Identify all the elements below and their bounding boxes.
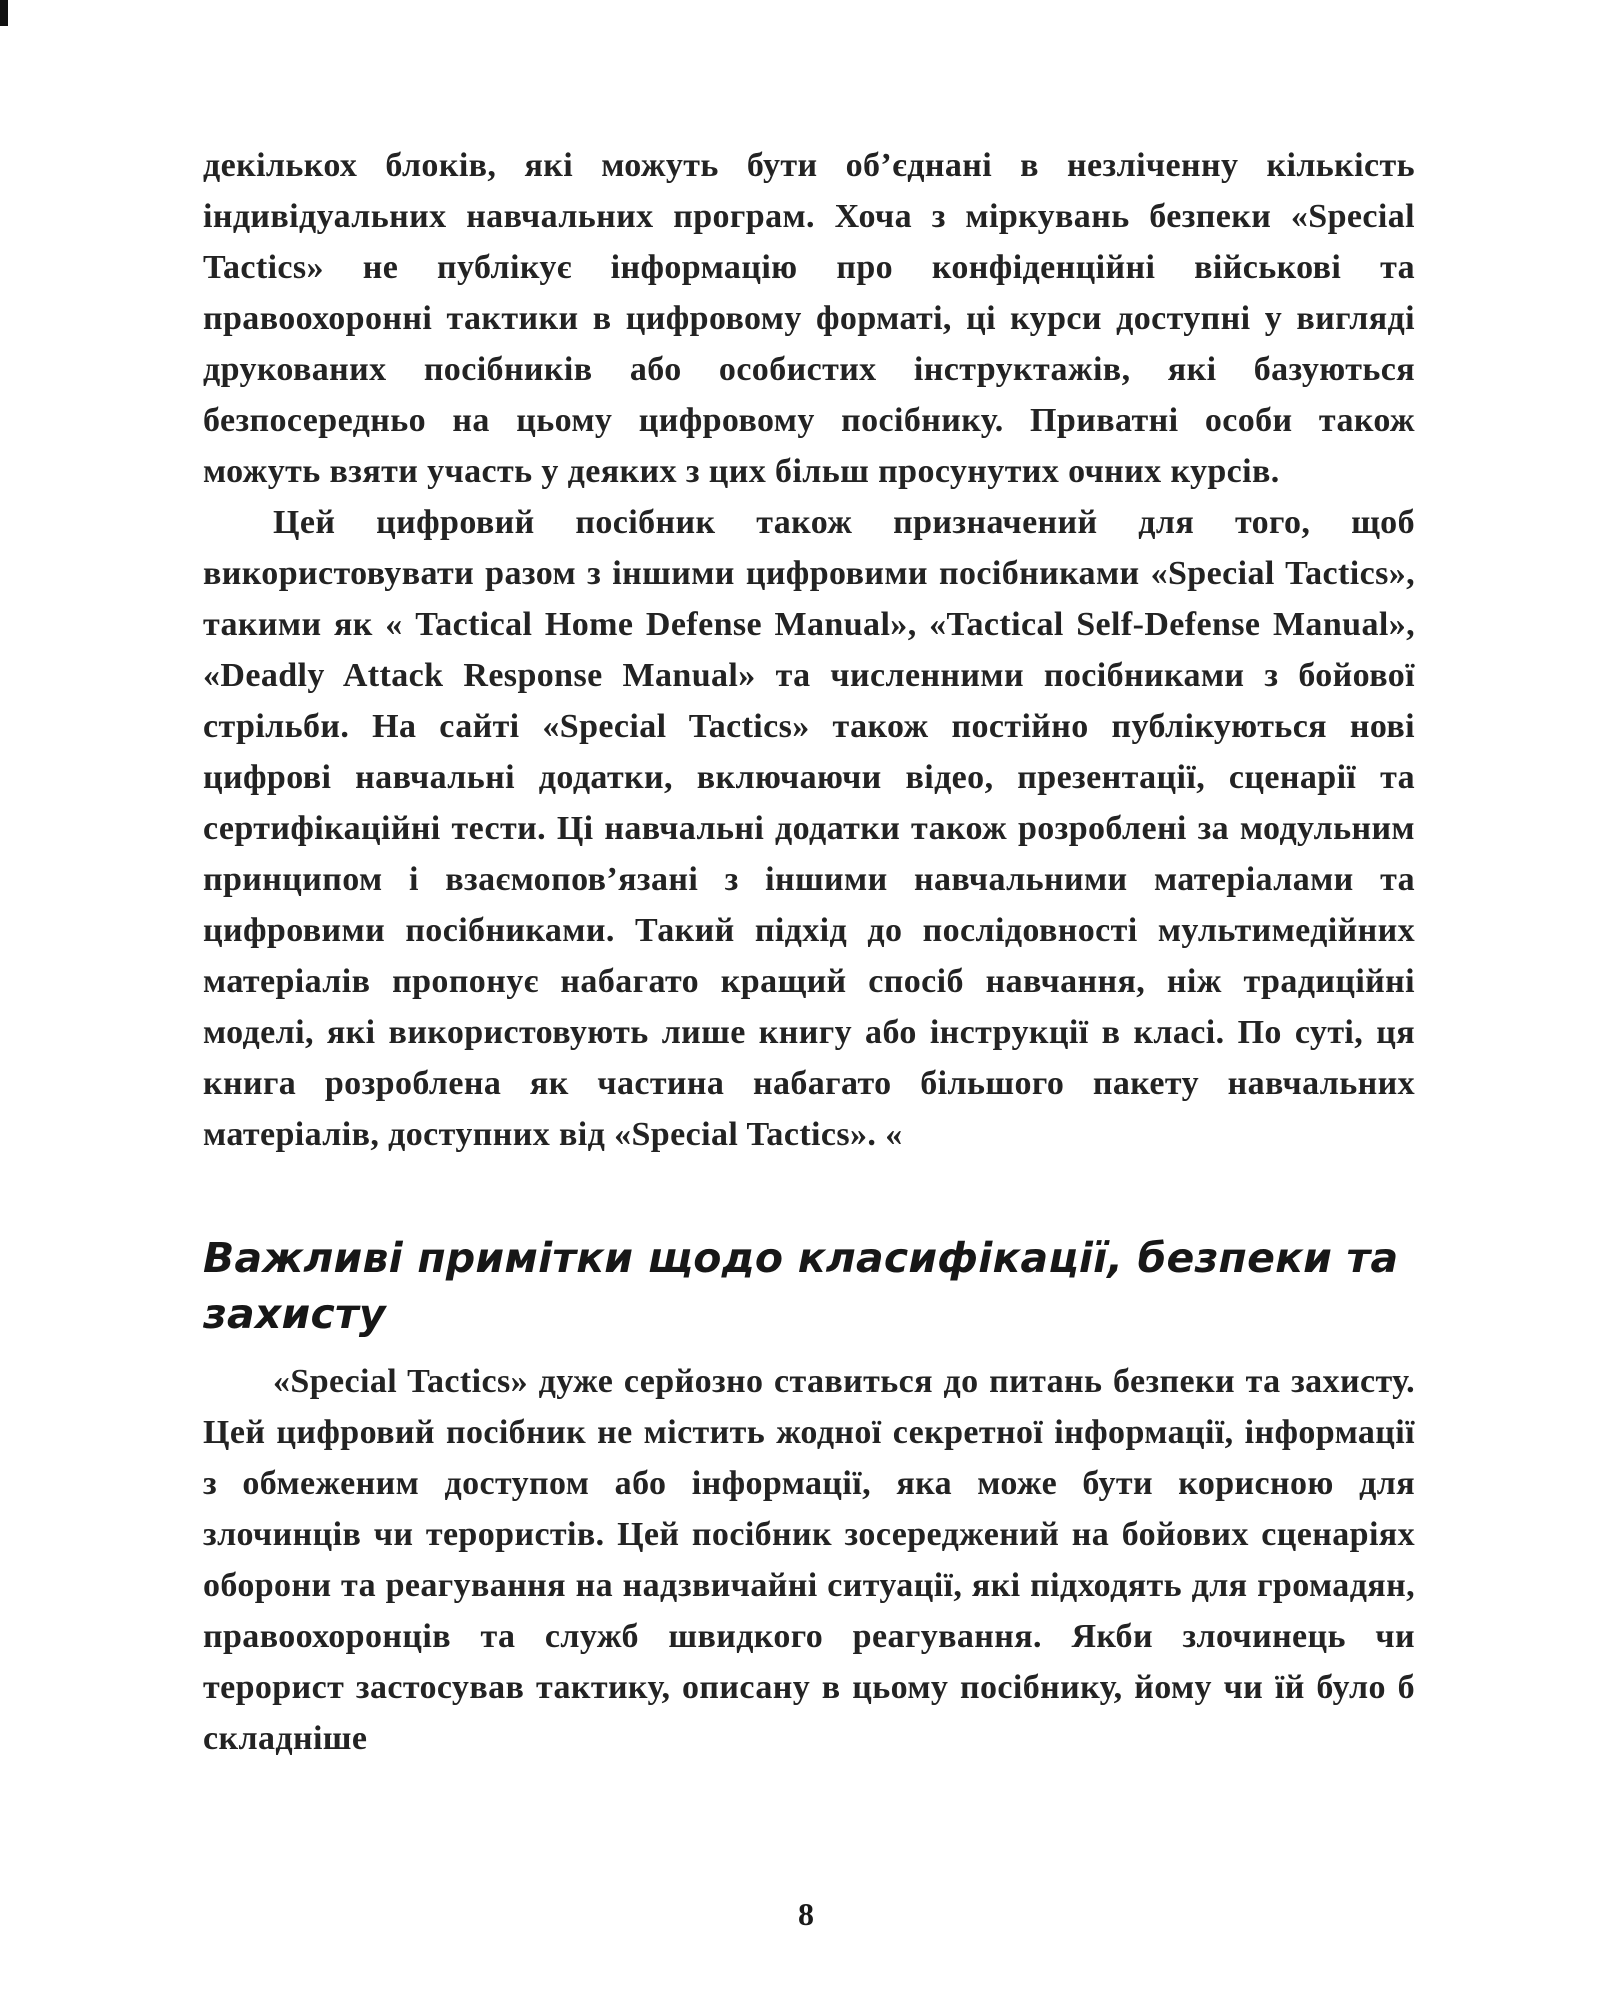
paragraph-security: «Special Tactics» дуже серйозно ставиться до питань безпеки та захисту. Цей цифровий посібник не містить жодної секретної інформації, інформації з обмеженим доступом або інформації, яка може бути корисною для злочинців чи терористів. Цей посібник зосереджений на бойових сценаріях оборони та реагування на надзвичайні ситуації, які підходять для громадян, правоохоронців та служб швидкого реагування. Якби злочинець чи терорист застосував тактику, описану в цьому посібнику, йому чи їй було б складніше — [203, 1363, 1415, 1757]
page-number: 8 — [798, 1896, 814, 1932]
section-heading: Важливі примітки щодо класифікації, безпеки та захисту — [203, 1234, 1399, 1338]
document-page — [203, 140, 1415, 1764]
paragraph-digital-manual: Цей цифровий посібник також призначений для того, щоб використовувати разом з іншими цифровими посібниками «Special Tactics», такими як « Tactical Home Defense Manual», «Tactical Self-Defense Manual», «Deadly Attack Response Manual» та численними посібниками з бойової стрільби. На сайті «Special Tactics» також постійно публікуються нові цифрові навчальні додатки, включаючи відео, презентації, сценарії та сертифікаційні тести. Ці навчальні додатки також розроблені за модульним принципом і взаємопов’язані з іншими навчальними матеріалами та цифровими посібниками. Такий підхід до послідовності мультимедійних матеріалів пропонує набагато кращий спосіб навчання, ніж традиційні моделі, які використовують лише книгу або інструкції в класі. По суті, ця книга розроблена як частина набагато більшого пакету навчальних матеріалів, доступних від «Special Tactics». « — [203, 504, 1415, 1153]
scan-corner-mark — [0, 0, 8, 26]
paragraph-continuation: декількох блоків, які можуть бути об’єднані в незліченну кількість індивідуальних навчальних програм. Хоча з міркувань безпеки «Special Tactics» не публікує інформацію про конфіденційні військові та правоохоронні тактики в цифровому форматі, ці курси доступні у вигляді друкованих посібників або особистих інструктажів, які базуються безпосередньо на цьому цифровому посібнику. Приватні особи також можуть взяти участь у деяких з цих більш просунутих очних курсів. — [203, 147, 1415, 490]
